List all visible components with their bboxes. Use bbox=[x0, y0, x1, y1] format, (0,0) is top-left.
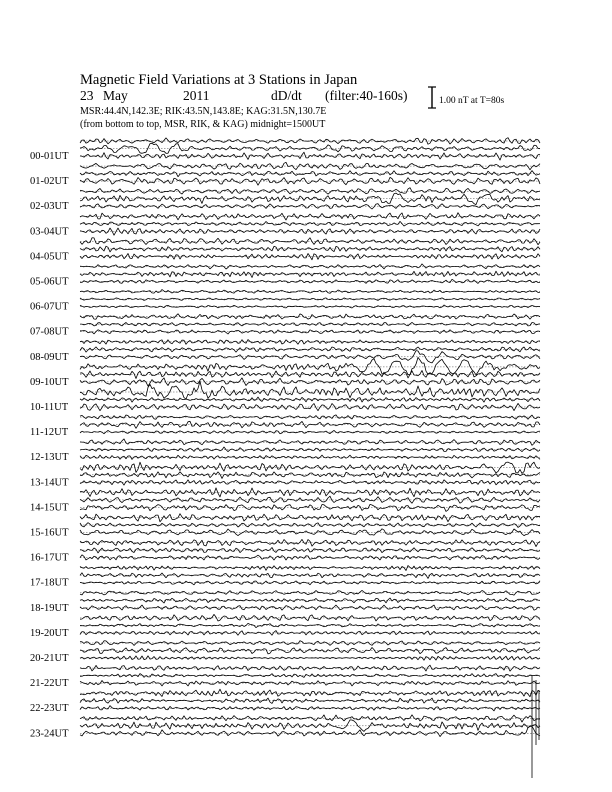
hour-label: 08-09UT bbox=[30, 351, 69, 363]
date-day: 23 bbox=[80, 88, 94, 103]
hour-label: 22-23UT bbox=[30, 703, 69, 715]
date-year: 2011 bbox=[183, 88, 210, 103]
trace-msr bbox=[80, 330, 540, 334]
trace-msr bbox=[80, 656, 540, 660]
hour-row bbox=[30, 314, 540, 338]
hour-row bbox=[30, 357, 540, 388]
hour-label: 14-15UT bbox=[30, 502, 69, 514]
trace-rik bbox=[80, 598, 540, 603]
hour-row bbox=[30, 715, 540, 740]
filter-label: (filter:40-160s) bbox=[325, 88, 408, 103]
trace-msr bbox=[80, 726, 540, 736]
hour-label: 01-02UT bbox=[30, 176, 69, 188]
hour-label: 06-07UT bbox=[30, 301, 69, 313]
hour-label: 17-18UT bbox=[30, 577, 69, 589]
hour-label: 09-10UT bbox=[30, 376, 69, 388]
trace-rik bbox=[80, 648, 540, 654]
hour-label: 18-19UT bbox=[30, 602, 69, 614]
trace-kag bbox=[80, 138, 540, 145]
trace-rik bbox=[80, 397, 540, 402]
hour-label: 07-08UT bbox=[30, 326, 69, 338]
hour-label: 00-01UT bbox=[30, 151, 69, 162]
trace-kag bbox=[80, 590, 540, 595]
trace-kag bbox=[80, 689, 540, 697]
hour-row bbox=[30, 689, 540, 714]
trace-kag bbox=[80, 566, 540, 571]
trace-kag bbox=[80, 188, 540, 194]
trace-rik bbox=[80, 271, 540, 277]
hour-row bbox=[30, 162, 540, 187]
hour-label: 10-11UT bbox=[30, 402, 69, 413]
trace-rik bbox=[80, 472, 540, 479]
hour-row bbox=[30, 590, 540, 613]
scale-label: 1.00 nT at T=80s bbox=[439, 96, 505, 106]
hour-label: 21-22UT bbox=[30, 678, 69, 690]
trace-msr bbox=[80, 177, 540, 185]
trace-msr bbox=[80, 605, 540, 610]
trace-msr bbox=[80, 228, 540, 235]
trace-msr bbox=[80, 529, 540, 536]
order-line: (from bottom to top, MSR, RIK, & KAG) midnight=1500UT bbox=[80, 119, 326, 130]
hour-row bbox=[30, 439, 540, 463]
trace-msr bbox=[80, 681, 540, 686]
hour-row bbox=[30, 641, 540, 664]
hour-row bbox=[30, 514, 540, 539]
hour-row bbox=[30, 138, 540, 162]
hour-row bbox=[30, 213, 540, 238]
hour-label: 23-24UT bbox=[30, 728, 69, 740]
trace-rik bbox=[80, 496, 540, 503]
hour-label: 05-06UT bbox=[30, 276, 69, 288]
scale-bar bbox=[428, 87, 504, 108]
trace-msr bbox=[80, 204, 540, 209]
hour-row bbox=[30, 566, 540, 589]
chart-title: Magnetic Field Variations at 3 Stations in Japan bbox=[80, 72, 358, 88]
hour-row bbox=[30, 665, 540, 689]
hour-label: 02-03UT bbox=[30, 201, 69, 213]
trace-kag bbox=[80, 514, 540, 522]
hour-row bbox=[30, 340, 540, 363]
hour-label: 12-13UT bbox=[30, 452, 69, 464]
hour-row bbox=[30, 614, 540, 639]
trace-kag bbox=[80, 264, 540, 269]
trace-msr bbox=[80, 480, 540, 485]
hour-label: 03-04UT bbox=[30, 226, 69, 238]
hour-rows bbox=[30, 138, 540, 778]
hour-row bbox=[30, 488, 540, 514]
hour-label: 16-17UT bbox=[30, 552, 69, 564]
chart-header bbox=[80, 72, 504, 130]
trace-kag bbox=[80, 665, 540, 671]
date-month: May bbox=[103, 88, 128, 103]
hour-row bbox=[30, 381, 540, 413]
trace-kag bbox=[80, 539, 540, 546]
hour-label: 19-20UT bbox=[30, 627, 69, 639]
trace-kag bbox=[80, 462, 540, 473]
hour-row bbox=[30, 238, 540, 263]
hour-label: 04-05UT bbox=[30, 251, 69, 263]
hour-row bbox=[30, 264, 540, 288]
hour-row bbox=[30, 290, 540, 313]
trace-kag bbox=[80, 290, 540, 294]
hour-label: 15-16UT bbox=[30, 527, 69, 539]
trace-msr bbox=[80, 254, 540, 260]
hour-row bbox=[30, 415, 540, 438]
trace-msr bbox=[80, 504, 540, 511]
trace-kag bbox=[80, 415, 540, 419]
hour-label: 13-14UT bbox=[30, 477, 69, 489]
hour-row bbox=[30, 539, 540, 563]
trace-rik bbox=[80, 347, 540, 352]
trace-msr bbox=[80, 555, 540, 560]
hour-label: 20-21UT bbox=[30, 653, 69, 664]
trace-kag bbox=[80, 614, 540, 621]
stations-line: MSR:44.4N,142.3E; RIK:43.5N,143.8E; KAG:31.5N,130.7E bbox=[80, 106, 327, 117]
trace-rik bbox=[80, 447, 540, 452]
hour-label: 11-12UT bbox=[30, 427, 69, 439]
hour-row bbox=[30, 188, 540, 213]
quantity-label: dD/dt bbox=[271, 88, 302, 103]
trace-rik bbox=[80, 421, 540, 428]
trace-msr bbox=[80, 305, 540, 308]
trace-rik bbox=[80, 573, 540, 579]
trace-rik bbox=[80, 623, 540, 627]
hour-row bbox=[30, 462, 540, 488]
trace-kag bbox=[80, 314, 540, 319]
